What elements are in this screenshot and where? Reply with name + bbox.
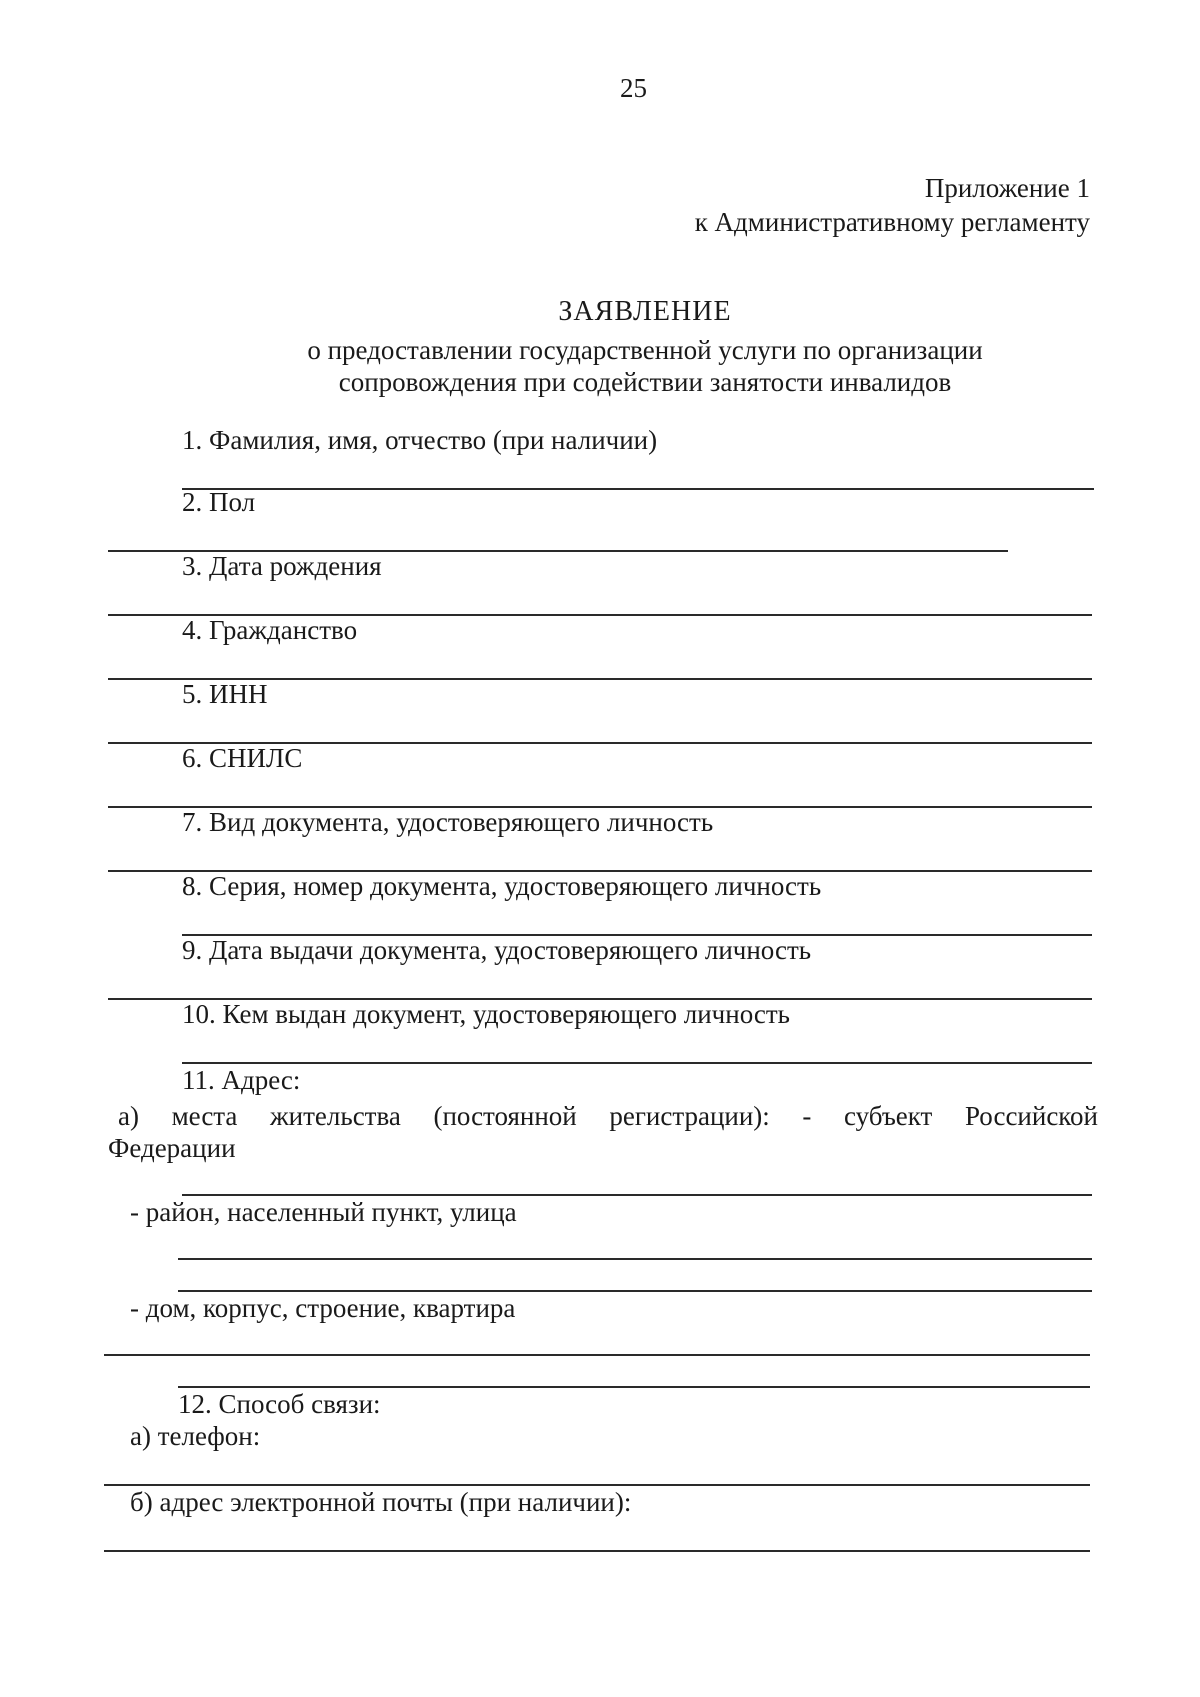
appendix-line-2: к Административному регламенту bbox=[694, 207, 1090, 237]
id-issuer-entry-line[interactable] bbox=[182, 1062, 1092, 1064]
subtitle-line-2: сопровождения при содействии занятости инвалидов bbox=[338, 367, 952, 397]
field-label-birth-date: 3. Дата рождения bbox=[182, 551, 382, 581]
field-label-gender: 2. Пол bbox=[182, 487, 256, 517]
field-label-citizenship: 4. Гражданство bbox=[182, 615, 358, 645]
contact-email-entry-line[interactable] bbox=[104, 1550, 1090, 1552]
field-label-inn: 5. ИНН bbox=[182, 679, 268, 709]
page-number: 25 bbox=[620, 73, 647, 103]
address-district-label: - район, населенный пункт, улица bbox=[130, 1197, 517, 1227]
address-heading: 11. Адрес: bbox=[182, 1065, 301, 1095]
address-residence-label: а) места жительства (постоянной регистрации): - субъект Российской bbox=[118, 1101, 1098, 1131]
field-label-id-type: 7. Вид документа, удостоверяющего личность bbox=[182, 807, 714, 837]
address-district-entry-line-1[interactable] bbox=[178, 1258, 1092, 1260]
field-label-id-issuer: 10. Кем выдан документ, удостоверяющего личность bbox=[182, 999, 790, 1029]
field-label-snils: 6. СНИЛС bbox=[182, 743, 303, 773]
full-name-entry-line[interactable] bbox=[182, 488, 1094, 490]
document-title: ЗАЯВЛЕНИЕ bbox=[558, 296, 732, 327]
field-label-full-name: 1. Фамилия, имя, отчество (при наличии) bbox=[182, 425, 658, 455]
address-federation-label: Федерации bbox=[108, 1133, 236, 1163]
address-house-label: - дом, корпус, строение, квартира bbox=[130, 1293, 516, 1323]
contact-email-label: б) адрес электронной почты (при наличии): bbox=[130, 1487, 632, 1517]
contact-phone-label: а) телефон: bbox=[130, 1421, 261, 1451]
contact-heading: 12. Способ связи: bbox=[178, 1389, 381, 1419]
field-label-id-number: 8. Серия, номер документа, удостоверяющего личность bbox=[182, 871, 822, 901]
subtitle-line-1: о предоставлении государственной услуги по организации bbox=[307, 335, 983, 365]
appendix-line-1: Приложение 1 bbox=[924, 173, 1090, 203]
field-label-id-issue-date: 9. Дата выдачи документа, удостоверяющего личность bbox=[182, 935, 812, 965]
address-house-entry-line-1[interactable] bbox=[104, 1354, 1090, 1356]
